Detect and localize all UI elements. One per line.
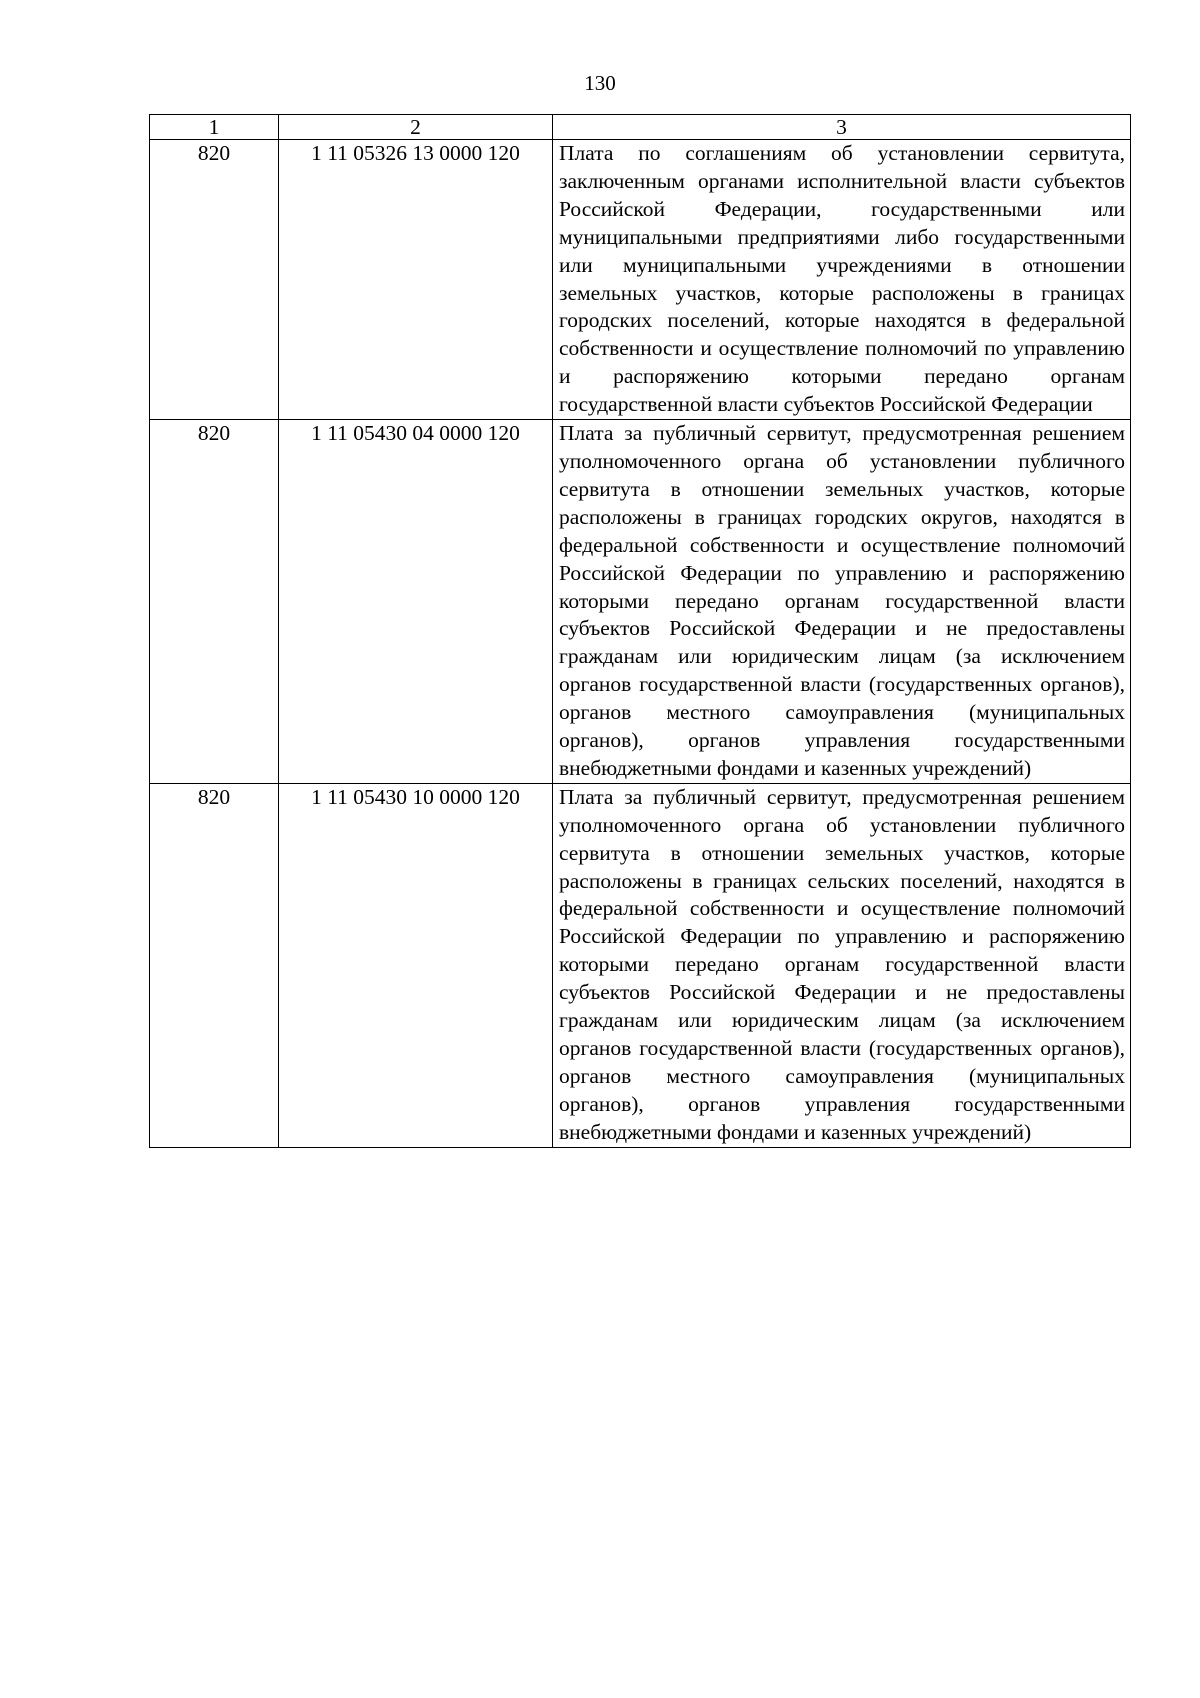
admin-code-cell: 820 (150, 783, 279, 1147)
revenue-codes-table (149, 114, 1131, 1148)
admin-code-cell: 820 (150, 420, 279, 784)
kbk-code-cell: 1 11 05430 10 0000 120 (279, 783, 553, 1147)
table-header (150, 115, 1131, 140)
header-row (150, 115, 1131, 140)
description-cell: Плата за публичный сервитут, предусмотренная решением уполномоченного органа об установлении публичного сервитута в отношении земельных участков, которые расположены в границах сельских поселений, находятся в федеральной собственности и осуществление полномочий Российской Федерации по управлению и распоряжению которыми передано органам государственной власти субъектов Российской Федерации и не предоставлены гражданам или юридическим лицам (за исключением органов государственной власти (государственных органов), органов местного самоуправления (муниципальных органов), органов управления государственными внебюджетными фондами и казенных учреждений) (553, 783, 1131, 1147)
header-col-2: 2 (279, 115, 553, 140)
header-col-1: 1 (150, 115, 279, 140)
description-cell: Плата за публичный сервитут, предусмотренная решением уполномоченного органа об установлении публичного сервитута в отношении земельных участков, которые расположены в границах городских округов, находятся в федеральной собственности и осуществление полномочий Российской Федерации по управлению и распоряжению которыми передано органам государственной власти субъектов Российской Федерации и не предоставлены гражданам или юридическим лицам (за исключением органов государственной власти (государственных органов), органов местного самоуправления (муниципальных органов), органов управления государственными внебюджетными фондами и казенных учреждений) (553, 420, 1131, 784)
description-cell: Плата по соглашениям об установлении сервитута, заключенным органами исполнительной власти субъектов Российской Федерации, государственными или муниципальными предприятиями либо государственными или муниципальными учреждениями в отношении земельных участков, которые расположены в границах городских поселений, которые находятся в федеральной собственности и осуществление полномочий по управлению и распоряжению которыми передано органам государственной власти субъектов Российской Федерации (553, 140, 1131, 420)
table-row (150, 420, 1131, 784)
page-number: 130 (584, 71, 616, 95)
table-row (150, 140, 1131, 420)
kbk-code-cell: 1 11 05326 13 0000 120 (279, 140, 553, 420)
table-row (150, 783, 1131, 1147)
header-col-3: 3 (553, 115, 1131, 140)
kbk-code-cell: 1 11 05430 04 0000 120 (279, 420, 553, 784)
table-body (150, 140, 1131, 1148)
admin-code-cell: 820 (150, 140, 279, 420)
